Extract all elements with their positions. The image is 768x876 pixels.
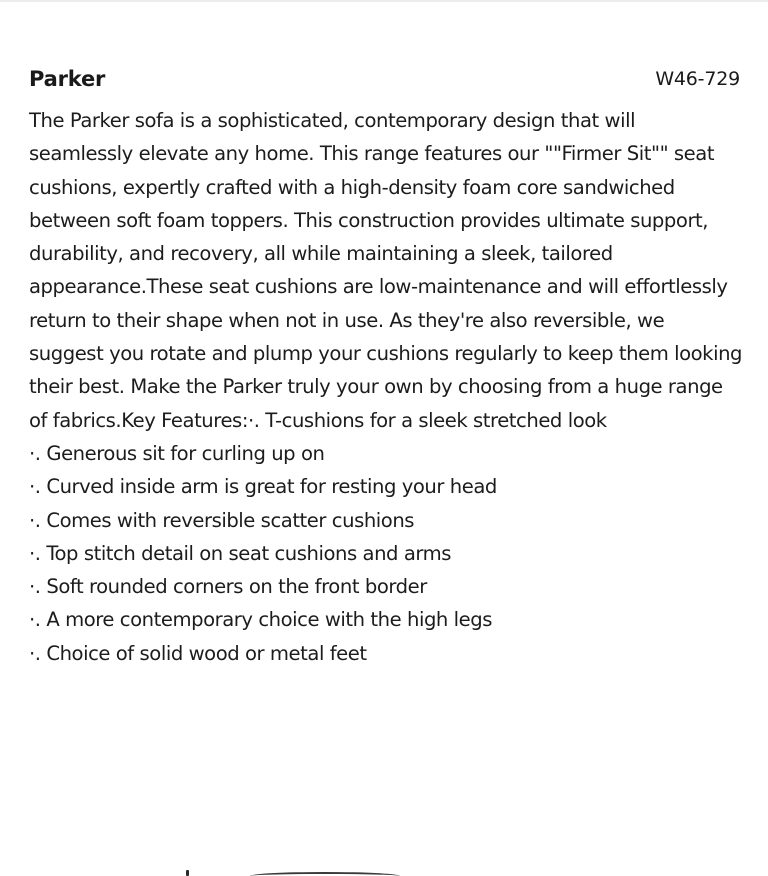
product-header bbox=[29, 66, 740, 94]
feature-item: ·. Choice of solid wood or metal feet bbox=[29, 641, 367, 665]
feature-item: ·. Top stitch detail on seat cushions and arms bbox=[29, 541, 452, 565]
feature-item: ·. Soft rounded corners on the front border bbox=[29, 575, 427, 599]
sofa-leg-shape bbox=[186, 870, 189, 876]
feature-item: ·. Generous sit for curling up on bbox=[29, 441, 325, 465]
product-name: Parker bbox=[29, 67, 106, 91]
feature-item: ·. Curved inside arm is great for resting your head bbox=[29, 475, 497, 499]
product-code: W46-729 bbox=[655, 68, 740, 90]
feature-item: ·. A more contemporary choice with the high legs bbox=[29, 608, 493, 632]
top-divider bbox=[0, 0, 768, 2]
product-description bbox=[29, 104, 743, 670]
sofa-outline-shape bbox=[250, 872, 400, 876]
product-image-partial bbox=[150, 866, 610, 876]
feature-list bbox=[29, 437, 743, 670]
description-text: The Parker sofa is a sophisticated, contemporary design that will seamlessly elevate any home. This range features our ""Firmer Sit"" seat cushions, expertly crafted with a high-density foam core sandwiched between soft foam toppers. This construction provides ultimate support, durability, and recovery, all while maintaining a sleek, tailored appearance.These seat cushions are low-maintenance and will effortlessly return to their shape when not in use. As they're also reversible, we suggest you rotate and plump your cushions regularly to keep them looking their best. Make the Parker truly your own by choosing from a huge range of fabrics.Key Features:·. T-cushions for a sleek stretched look bbox=[29, 109, 743, 432]
feature-item: ·. Comes with reversible scatter cushions bbox=[29, 508, 415, 532]
